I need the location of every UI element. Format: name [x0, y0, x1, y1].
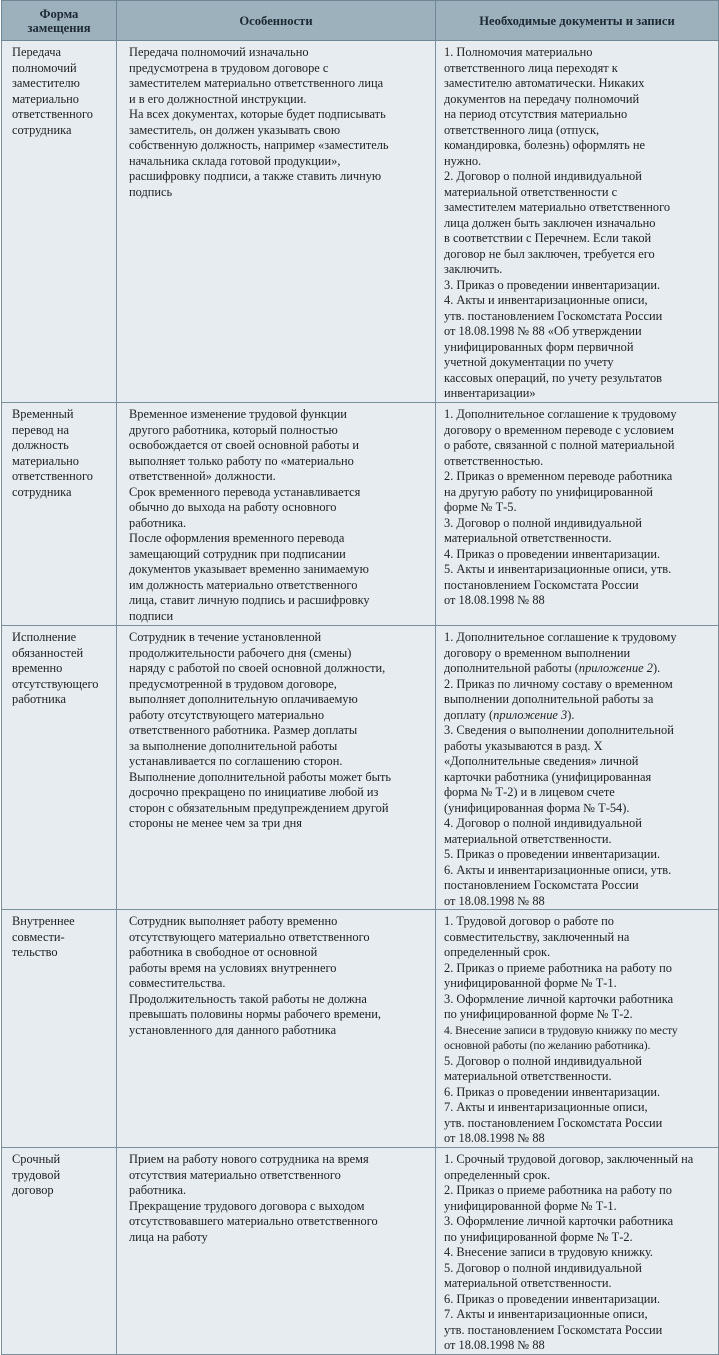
table-row: [2, 41, 719, 403]
text-line: лица, ставит личную подпись и расшифровку: [129, 593, 370, 607]
text-line: временно: [12, 661, 63, 675]
text-line: Срочный: [12, 1152, 61, 1166]
appendix-link-2: приложение 2: [578, 661, 653, 675]
text-line: материальной ответственности.: [444, 1069, 612, 1083]
text-line: «Дополнительные сведения» личной: [444, 754, 639, 768]
text-line: утв. постановлением Госкомстата России: [444, 1322, 663, 1337]
text-line: постановлением Госкомстата России: [444, 577, 639, 592]
text-line: работника.: [129, 1183, 187, 1197]
text-line: инвентаризации»: [444, 386, 536, 400]
text-line: выполняет только работу по «материально: [129, 453, 354, 468]
text-line: заместителю: [12, 76, 80, 90]
text-line: 1. Дополнительное соглашение к трудовому: [444, 630, 677, 644]
text-line: работы время на условиях внутреннего: [129, 960, 337, 975]
text-line: заместителю автоматически. Никаких: [444, 76, 645, 90]
text-line: материальной ответственности с: [444, 184, 618, 199]
text-line: 5. Акты и инвентаризационные описи, утв.: [444, 562, 672, 576]
text-line: (унифицированная форма № Т-54).: [444, 800, 630, 815]
text-line: 2. Приказ о приеме работника на работу по: [444, 960, 672, 975]
text-line: материальной ответственности.: [444, 831, 612, 846]
form-cell: [2, 1148, 117, 1355]
header-form: [2, 1, 117, 41]
text-line: 5. Приказ о проведении инвентаризации.: [444, 847, 661, 861]
text-line: утв. постановлением Госкомстата России: [444, 1115, 663, 1130]
text-line: 3. Оформление личной карточки работника: [444, 991, 674, 1006]
text-line: 7. Акты и инвентаризационные описи,: [444, 1100, 648, 1114]
table-row: [2, 403, 719, 626]
text-line: 1. Трудовой договор о работе по: [444, 914, 615, 928]
text-line: 5. Договор о полной индивидуальной: [444, 1260, 642, 1275]
text-line: 7. Акты и инвентаризационные описи,: [444, 1307, 648, 1321]
features-cell: [117, 910, 436, 1148]
text-line: сотрудника: [12, 484, 72, 499]
text-line: ответственного лица (отпуск,: [444, 122, 600, 137]
documents-cell: [436, 626, 719, 910]
text-line: на период отсутствия материально: [444, 107, 628, 121]
text-line: договор не был заключен, требуется его: [444, 246, 655, 261]
text-run: ).: [567, 707, 575, 722]
text-run: дополнительной работы (: [444, 661, 579, 675]
text-line: 3. Сведения о выполнении дополнительной: [444, 723, 674, 737]
text-line: сторон с обязательным предупреждением другой: [129, 800, 389, 815]
text-line: 6. Приказ о проведении инвентаризации.: [444, 1084, 661, 1099]
text-line: 6. Приказ о проведении инвентаризации.: [444, 1291, 661, 1306]
text-line: за выполнение дополнительной работы: [129, 738, 338, 753]
text-line: постановлением Госкомстата России: [444, 878, 639, 892]
text-run: доплату (: [444, 707, 494, 722]
text-line: расшифровку подписи, а также ставить личную: [129, 169, 382, 183]
text-line: определенный срок.: [444, 1167, 551, 1182]
text-line: унифицированных форм первичной: [444, 339, 634, 354]
text-line: Продолжительность такой работы не должна: [129, 991, 367, 1006]
text-line: работу отсутствующего материально: [129, 707, 325, 722]
text-line: лица должен быть заключен изначально: [444, 215, 656, 230]
text-line: стороны не менее чем за три дня: [129, 816, 302, 830]
text-line: замещающий сотрудник при подписании: [129, 546, 346, 561]
features-cell: [117, 626, 436, 910]
text-line: унифицированной форме № Т-1.: [444, 976, 617, 990]
text-line: установленного для данного работника: [129, 1022, 337, 1037]
text-line: обязанностей: [12, 645, 84, 660]
text-line: материальной ответственности.: [444, 531, 612, 545]
text-line: лица на работу: [129, 1229, 208, 1244]
text-line: 5. Договор о полной индивидуальной: [444, 1053, 642, 1068]
text-line: унифицированной форме № Т-1.: [444, 1198, 617, 1213]
text-line: от 18.08.1998 № 88 «Об утверждении: [444, 324, 642, 338]
text-line: работника в свободное от основной: [129, 945, 318, 959]
text-line: основной работы (по желанию работника).: [444, 1039, 651, 1052]
text-line: заключить.: [444, 262, 503, 276]
text-line: продолжительности рабочего дня (смены): [129, 645, 352, 660]
text-line: договору о временном выполнении: [444, 645, 631, 660]
text-line: утв. постановлением Госкомстата России: [444, 308, 663, 323]
text-line: 1. Срочный трудовой договор, заключенный на: [444, 1152, 694, 1166]
text-line: и в его должностной инструкции.: [129, 91, 307, 106]
text-line: должность: [12, 438, 69, 452]
text-line: 1. Полномочия материально: [444, 45, 593, 59]
text-line: Передача: [12, 45, 62, 59]
text-line: сотрудника: [12, 122, 72, 137]
text-line: кассовых операций, по учету результатов: [444, 370, 663, 385]
text-line: от 18.08.1998 № 88: [444, 593, 545, 607]
text-line: обычно до выхода на работу основного: [129, 500, 337, 514]
text-line: совместительства.: [129, 976, 226, 990]
text-line: Внутреннее: [12, 914, 75, 928]
text-line: устанавливается по соглашению сторон.: [129, 754, 343, 768]
text-line: на другую работу по унифицированной: [444, 484, 653, 499]
text-line: ответственного: [12, 107, 93, 121]
text-line: Прием на работу нового сотрудника на время: [129, 1152, 369, 1166]
text-line: командировка, болезнь) оформлять не: [444, 138, 645, 152]
text-line: заместитель, он должен указывать свою: [129, 122, 341, 137]
header-form-line: Форма: [39, 6, 79, 21]
text-line: Исполнение: [12, 630, 77, 644]
text-line: форма № Т-2) и в лицевом счете: [444, 785, 615, 799]
text-line: от 18.08.1998 № 88: [444, 1338, 545, 1352]
text-line: им должность материально ответственного: [129, 577, 358, 592]
text-line: отсутствовавшего материально ответственного: [129, 1214, 378, 1228]
form-cell: [2, 403, 117, 626]
text-line: материально: [12, 453, 79, 468]
features-cell: [117, 403, 436, 626]
text-line: работника: [12, 692, 67, 706]
text-line: отсутствующего: [12, 676, 99, 691]
table-row: [2, 910, 719, 1148]
text-line: предусмотренной в трудовом договоре,: [129, 676, 337, 691]
text-line: нужно.: [444, 153, 482, 168]
replacement-forms-table: [1, 0, 719, 1355]
text-line: по унифицированной форме № Т-2.: [444, 1007, 633, 1021]
features-cell: [117, 1148, 436, 1355]
documents-cell: [436, 41, 719, 403]
text-line: совмести-: [12, 929, 65, 944]
text-line: договор: [12, 1183, 54, 1197]
text-line: заместителем материально ответственного: [444, 200, 671, 214]
text-line: 2. Приказ по личному составу о временном: [444, 676, 673, 691]
text-line: Передача полномочий изначально: [129, 45, 309, 59]
text-line: 2. Приказ о приеме работника на работу по: [444, 1183, 672, 1197]
text-line: досрочно прекращено по инициативе любой из: [129, 785, 379, 799]
text-line: другого работника, который полностью: [129, 422, 338, 437]
text-line: Сотрудник выполняет работу временно: [129, 914, 338, 928]
text-line: выполнении дополнительной работы за: [444, 692, 654, 706]
text-line: На всех документах, которые будет подписывать: [129, 107, 386, 121]
text-line: Выполнение дополнительной работы может быть: [129, 769, 392, 784]
header-form-line: замещения: [27, 20, 91, 35]
text-line: 2. Приказ о временном переводе работника: [444, 469, 673, 483]
text-line: 3. Приказ о проведении инвентаризации.: [444, 277, 661, 292]
text-line: совместительству, заключенный на: [444, 929, 630, 944]
features-cell: [117, 41, 436, 403]
text-line: выполняет дополнительную оплачиваемую: [129, 692, 358, 706]
text-line: 3. Договор о полной индивидуальной: [444, 515, 642, 530]
text-line: начальника склада готовой продукции»,: [129, 153, 341, 168]
text-line: работы указываются в разд. X: [444, 738, 603, 753]
text-run: ).: [652, 661, 661, 675]
text-line: 4. Приказ о проведении инвентаризации.: [444, 546, 661, 561]
text-line: от 18.08.1998 № 88: [444, 1131, 545, 1145]
text-line: [444, 708, 712, 724]
table-header: [2, 1, 719, 41]
text-line: Временное изменение трудовой функции: [129, 407, 347, 421]
text-line: тельство: [12, 945, 58, 959]
text-line: 4. Договор о полной индивидуальной: [444, 816, 642, 830]
text-line: от 18.08.1998 № 88: [444, 893, 545, 908]
text-line: 3. Оформление личной карточки работника: [444, 1214, 674, 1228]
text-line: Прекращение трудового договора с выходом: [129, 1198, 365, 1213]
text-line: 1. Дополнительное соглашение к трудовому: [444, 407, 677, 421]
text-line: Срок временного перевода устанавливается: [129, 484, 361, 499]
form-cell: [2, 41, 117, 403]
text-line: о работе, связанной с полной материальной: [444, 438, 675, 452]
text-line: собственную должность, например «заместитель: [129, 138, 389, 152]
text-line: перевод на: [12, 422, 69, 437]
form-cell: [2, 910, 117, 1148]
text-line: подписи: [129, 608, 174, 623]
text-line: 4. Внесение записи в трудовую книжку.: [444, 1245, 653, 1259]
text-line: 6. Акты и инвентаризационные описи, утв.: [444, 862, 672, 877]
text-line: документов указывает временно занимаемую: [129, 562, 369, 576]
text-line: документов на передачу полномочий: [444, 91, 640, 106]
form-cell: [2, 626, 117, 910]
header-documents: Необходимые документы и записи: [436, 1, 719, 41]
text-line: ответственного: [12, 469, 93, 483]
text-line: Сотрудник в течение установленной: [129, 630, 322, 644]
text-line: ответственного лица переходят к: [444, 60, 618, 75]
text-line: отсутствующего материально ответственного: [129, 929, 370, 944]
documents-cell: [436, 910, 719, 1148]
text-line: договору о временном переводе с условием: [444, 422, 674, 437]
text-line: ответственного работника. Размер доплаты: [129, 723, 358, 737]
documents-cell: [436, 403, 719, 626]
text-line: полномочий: [12, 60, 77, 75]
header-features: Особенности: [117, 1, 436, 41]
text-line: материальной ответственности.: [444, 1276, 612, 1290]
text-line: работника.: [129, 515, 187, 530]
text-line: заместителем материально ответственного лица: [129, 76, 384, 90]
text-line: отсутствия материально ответственного: [129, 1167, 341, 1182]
text-line: Временный: [12, 407, 74, 421]
text-line: учетной документации по учету: [444, 355, 614, 369]
text-line: освобождается от своей основной работы и: [129, 438, 360, 452]
text-line: 4. Внесение записи в трудовую книжку по месту: [444, 1023, 678, 1037]
text-line: [444, 661, 712, 677]
text-line: материально: [12, 91, 79, 106]
text-line: ответственной» должности.: [129, 469, 276, 483]
text-line: карточки работника (унифицированная: [444, 769, 652, 784]
text-line: предусмотрена в трудовом договоре с: [129, 60, 329, 75]
text-line: 4. Акты и инвентаризационные описи,: [444, 293, 648, 307]
text-line: определенный срок.: [444, 945, 551, 959]
text-line: 2. Договор о полной индивидуальной: [444, 169, 642, 183]
text-line: превышать половины нормы рабочего времени,: [129, 1007, 381, 1021]
documents-cell: [436, 1148, 719, 1355]
text-line: по унифицированной форме № Т-2.: [444, 1229, 633, 1244]
text-line: в соответствии с Перечнем. Если такой: [444, 231, 652, 245]
text-line: наряду с работой по своей основной должности,: [129, 661, 386, 675]
text-line: После оформления временного перевода: [129, 531, 345, 545]
text-line: трудовой: [12, 1167, 61, 1182]
table-row: [2, 1148, 719, 1355]
table-row: [2, 626, 719, 910]
text-line: форме № Т-5.: [444, 500, 517, 514]
text-line: подпись: [129, 184, 173, 199]
appendix-link-3: приложение 3: [493, 707, 568, 722]
text-line: ответственностью.: [444, 453, 544, 468]
